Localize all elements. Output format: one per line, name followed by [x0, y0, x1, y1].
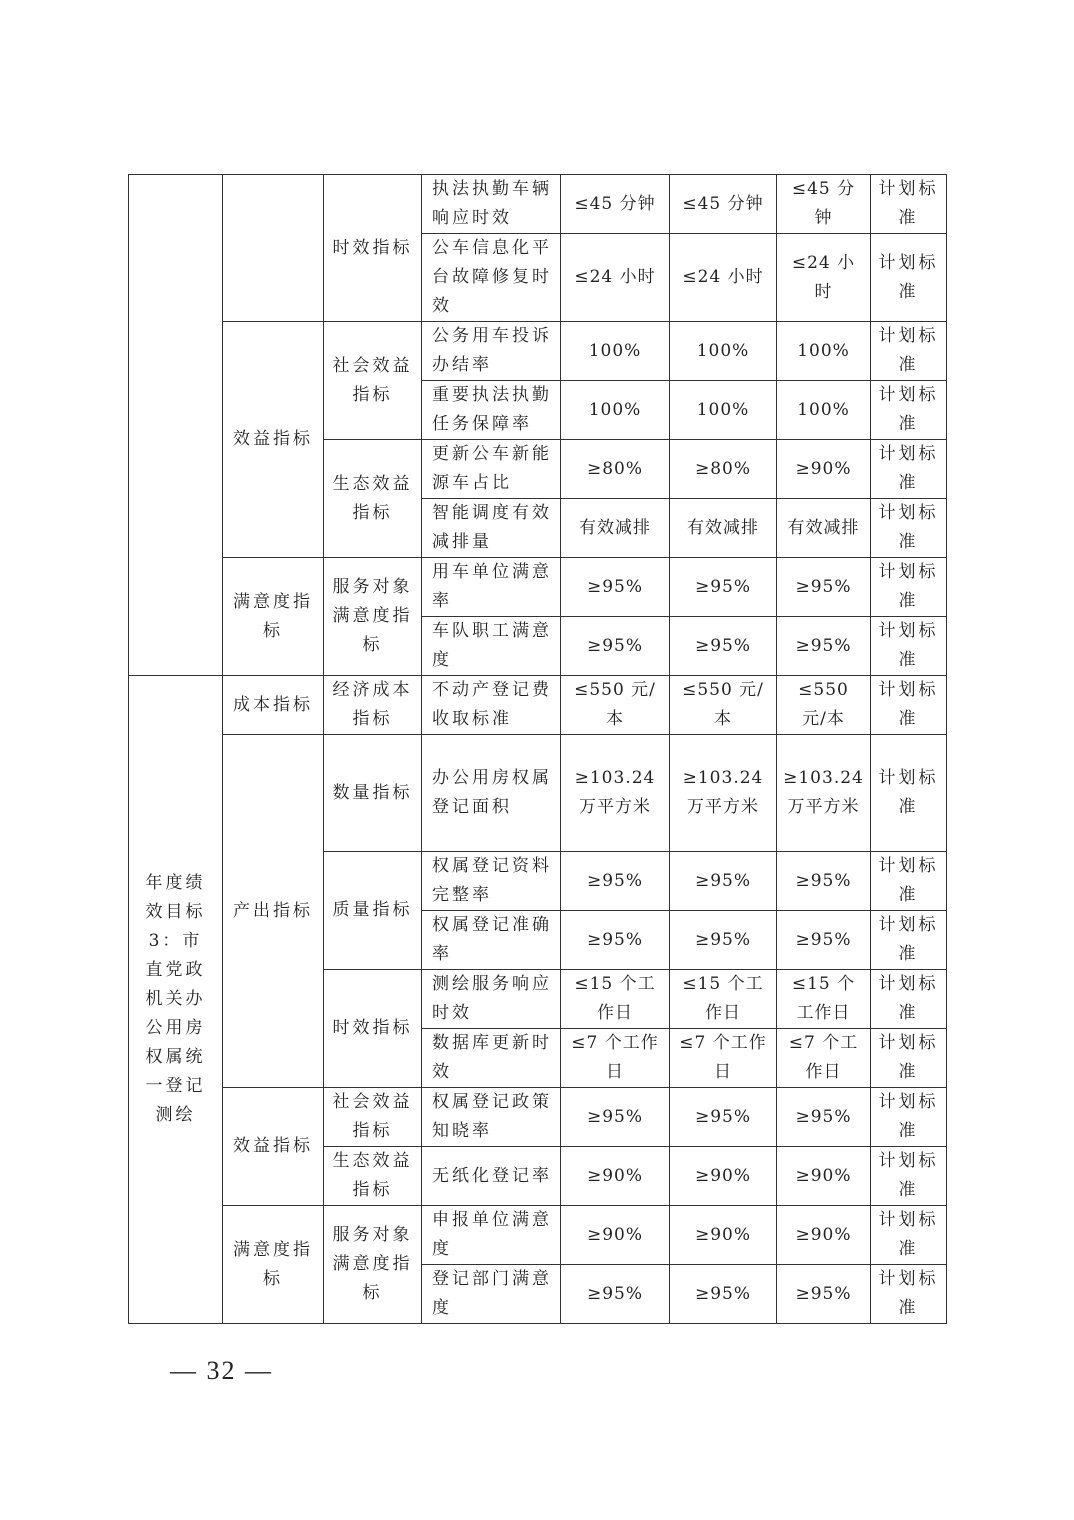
metric-name: 重要执法执勤任务保障率: [422, 381, 561, 440]
target-value: ≤550 元/本: [777, 676, 871, 735]
target-value: ≤15 个工作日: [670, 970, 777, 1029]
level2-indicator: 时效指标: [324, 970, 422, 1088]
metric-name: 测绘服务响应时效: [422, 970, 561, 1029]
target-value: ≥95%: [777, 1265, 871, 1324]
metric-name: 车队职工满意度: [422, 617, 561, 676]
level2-indicator: 数量指标: [324, 735, 422, 852]
target-value: ≤45 分钟: [561, 175, 670, 234]
target-value: 100%: [561, 322, 670, 381]
metric-name: 权属登记资料完整率: [422, 852, 561, 911]
target-value: ≥95%: [670, 852, 777, 911]
target-value: 100%: [670, 322, 777, 381]
target-value: ≤24 小时: [777, 234, 871, 322]
basis-value: 计划标准: [871, 911, 947, 970]
target-value: ≥95%: [777, 617, 871, 676]
metric-name: 用车单位满意率: [422, 558, 561, 617]
target-value: ≥90%: [777, 440, 871, 499]
basis-value: 计划标准: [871, 735, 947, 852]
target-value: ≥103.24 万平方米: [777, 735, 871, 852]
table-row: [129, 558, 947, 617]
target-value: ≥95%: [670, 558, 777, 617]
target-value: 有效减排: [670, 499, 777, 558]
target-value: ≤550 元/本: [670, 676, 777, 735]
level2-indicator: 社会效益指标: [324, 1088, 422, 1147]
target-value: 有效减排: [561, 499, 670, 558]
target-value: ≥95%: [561, 911, 670, 970]
level2-indicator: 服务对象满意度指标: [324, 1206, 422, 1324]
metric-name: 登记部门满意度: [422, 1265, 561, 1324]
target-value: ≥90%: [777, 1147, 871, 1206]
level2-indicator: 社会效益指标: [324, 322, 422, 440]
basis-value: 计划标准: [871, 852, 947, 911]
target-value: ≥103.24 万平方米: [670, 735, 777, 852]
target-value: 100%: [561, 381, 670, 440]
level2-indicator: 经济成本指标: [324, 676, 422, 735]
target-value: ≥80%: [561, 440, 670, 499]
metric-name: 无纸化登记率: [422, 1147, 561, 1206]
target-value: 100%: [777, 322, 871, 381]
basis-value: 计划标准: [871, 499, 947, 558]
target-value: ≥95%: [670, 1088, 777, 1147]
level1-indicator: 满意度指标: [223, 558, 324, 676]
target-value: ≥90%: [561, 1206, 670, 1265]
target-value: ≥90%: [777, 1206, 871, 1265]
basis-value: 计划标准: [871, 558, 947, 617]
table-row: [129, 1206, 947, 1265]
basis-value: 计划标准: [871, 1206, 947, 1265]
metric-name: 执法执勤车辆响应时效: [422, 175, 561, 234]
metric-name: 申报单位满意度: [422, 1206, 561, 1265]
level2-indicator: 质量指标: [324, 852, 422, 970]
target-value: ≥95%: [777, 911, 871, 970]
level1-cell-continued: [223, 175, 324, 322]
target-value: ≥95%: [777, 558, 871, 617]
annual-goal-3: 年度绩效目标3：市直党政机关办公用房权属统一登记测绘: [129, 676, 223, 1324]
level2-indicator: 服务对象满意度指标: [324, 558, 422, 676]
basis-value: 计划标准: [871, 234, 947, 322]
target-value: ≥95%: [561, 852, 670, 911]
target-value: 有效减排: [777, 499, 871, 558]
basis-value: 计划标准: [871, 175, 947, 234]
target-value: ≥103.24 万平方米: [561, 735, 670, 852]
metric-name: 权属登记政策知晓率: [422, 1088, 561, 1147]
table-row: [129, 735, 947, 852]
target-value: ≤45 分钟: [670, 175, 777, 234]
target-value: 100%: [670, 381, 777, 440]
metric-name: 智能调度有效减排量: [422, 499, 561, 558]
basis-value: 计划标准: [871, 676, 947, 735]
level1-indicator: 满意度指标: [223, 1206, 324, 1324]
metric-name: 公车信息化平台故障修复时效: [422, 234, 561, 322]
table-row: [129, 322, 947, 381]
table-row: [129, 676, 947, 735]
target-value: ≤15 个工作日: [561, 970, 670, 1029]
basis-value: 计划标准: [871, 1088, 947, 1147]
performance-indicator-table: [128, 174, 947, 1324]
target-value: ≤15 个工作日: [777, 970, 871, 1029]
target-value: ≥95%: [777, 1088, 871, 1147]
target-value: ≥95%: [561, 617, 670, 676]
target-value: ≥95%: [561, 1088, 670, 1147]
level1-indicator: 产出指标: [223, 735, 324, 1088]
level1-indicator: 效益指标: [223, 322, 324, 558]
page-number: — 32 —: [170, 1356, 273, 1385]
basis-value: 计划标准: [871, 440, 947, 499]
metric-name: 更新公车新能源车占比: [422, 440, 561, 499]
metric-name: 权属登记准确率: [422, 911, 561, 970]
target-value: ≤45 分钟: [777, 175, 871, 234]
target-value: ≥90%: [561, 1147, 670, 1206]
basis-value: 计划标准: [871, 1147, 947, 1206]
target-value: ≤24 小时: [670, 234, 777, 322]
level2-indicator: 生态效益指标: [324, 1147, 422, 1206]
basis-value: 计划标准: [871, 617, 947, 676]
target-value: ≥90%: [670, 1147, 777, 1206]
metric-name: 数据库更新时效: [422, 1029, 561, 1088]
target-value: ≥95%: [561, 558, 670, 617]
metric-name: 公务用车投诉办结率: [422, 322, 561, 381]
target-value: ≥80%: [670, 440, 777, 499]
target-value: ≤24 小时: [561, 234, 670, 322]
target-value: ≤7 个工作日: [561, 1029, 670, 1088]
target-value: ≥95%: [561, 1265, 670, 1324]
target-value: ≥95%: [670, 911, 777, 970]
basis-value: 计划标准: [871, 381, 947, 440]
table-row: [129, 175, 947, 234]
level2-indicator: 生态效益指标: [324, 440, 422, 558]
target-value: ≤7 个工作日: [670, 1029, 777, 1088]
basis-value: 计划标准: [871, 1265, 947, 1324]
table-row: [129, 1088, 947, 1147]
basis-value: 计划标准: [871, 1029, 947, 1088]
metric-name: 办公用房权属登记面积: [422, 735, 561, 852]
basis-value: 计划标准: [871, 970, 947, 1029]
level2-indicator: 时效指标: [324, 175, 422, 322]
goal-cell-continued: [129, 175, 223, 676]
level1-indicator: 效益指标: [223, 1088, 324, 1206]
target-value: ≥95%: [777, 852, 871, 911]
target-value: 100%: [777, 381, 871, 440]
target-value: ≥95%: [670, 617, 777, 676]
target-value: ≥95%: [670, 1265, 777, 1324]
basis-value: 计划标准: [871, 322, 947, 381]
target-value: ≤550 元/本: [561, 676, 670, 735]
target-value: ≤7 个工作日: [777, 1029, 871, 1088]
metric-name: 不动产登记费收取标准: [422, 676, 561, 735]
level1-indicator: 成本指标: [223, 676, 324, 735]
target-value: ≥90%: [670, 1206, 777, 1265]
